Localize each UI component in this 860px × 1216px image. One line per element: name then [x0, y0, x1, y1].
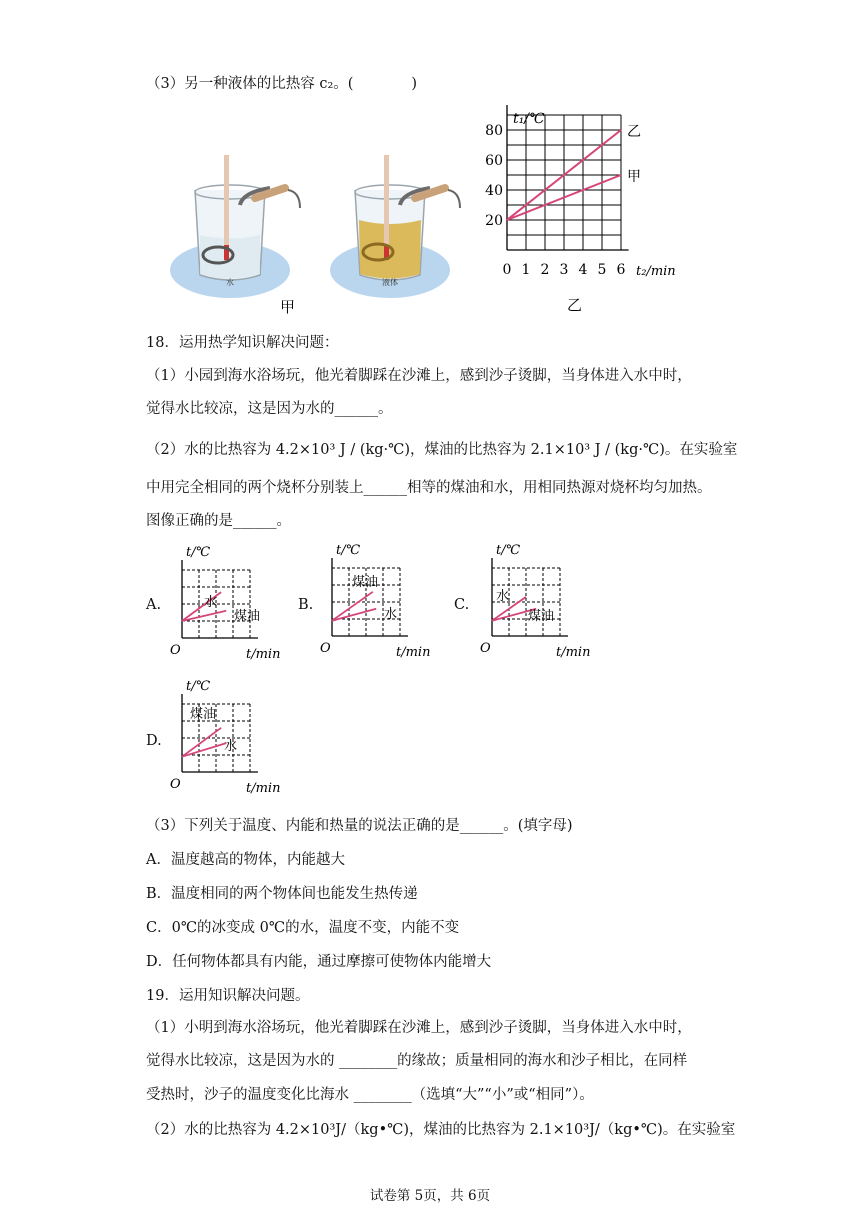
- series-label: 乙: [627, 124, 641, 140]
- upper-line: [332, 592, 373, 621]
- y-tick-label: 80: [485, 123, 503, 139]
- x-tick-label: 1: [521, 262, 531, 278]
- q17-part3: （3）另一种液体的比热容 c₂。( ): [146, 76, 418, 92]
- q19-p1-line1: （1）小明到海水浴场玩，他光着脚踩在沙滩上，感到沙子烫脚，当身体进入水中时，: [146, 1020, 692, 1036]
- x-tick-label: 4: [578, 262, 588, 278]
- upper-line-label: 煤油: [352, 575, 379, 590]
- option-d-graph: [168, 680, 298, 800]
- origin-label: O: [480, 641, 491, 656]
- y-tick-label: 40: [485, 183, 503, 199]
- x-axis-label: t/min: [246, 647, 281, 662]
- origin-label: O: [320, 641, 331, 656]
- liquid-beaker: [330, 155, 460, 298]
- q19-p1-line2: 觉得水比较凉，这是因为水的 ________的缘故；质量相同的海水和沙子相比，在同样: [146, 1053, 688, 1069]
- q18-p1-line2: 觉得水比较凉，这是因为水的______。: [146, 401, 393, 417]
- q19-title: 19．运用知识解决问题。: [146, 988, 310, 1004]
- x-tick-label: 6: [616, 262, 626, 278]
- beaker-figure: [160, 150, 480, 320]
- option-b-letter: B.: [298, 597, 314, 613]
- y-tick-label: 60: [485, 153, 503, 169]
- q18-p3: （3）下列关于温度、内能和热量的说法正确的是______。(填字母): [146, 818, 573, 834]
- y-axis-label: t/℃: [496, 544, 521, 558]
- q18-p2-line2: 中用完全相同的两个烧杯分别装上______相等的煤油和水，用相同热源对烧杯均匀加热。: [146, 480, 712, 496]
- option-d-letter: D.: [146, 733, 162, 749]
- liquid-label: 液体: [382, 278, 398, 287]
- x-axis-label: t/min: [556, 645, 591, 660]
- x-axis-label: t/min: [396, 645, 431, 660]
- q18-p1-line1: （1）小园到海水浴场玩，他光着脚踩在沙滩上，感到沙子烫脚，当身体进入水中时，: [146, 368, 692, 384]
- option-a-letter: A.: [146, 597, 162, 613]
- q18-p2-line3: 图像正确的是______。: [146, 513, 291, 529]
- q19-p1-line3: 受热时，沙子的温度变化比海水 ________（选填“大”“小”或“相同”）。: [146, 1087, 594, 1103]
- temperature-time-graph: [480, 105, 690, 320]
- origin-label: O: [170, 777, 181, 792]
- q18-choice-c: C．0℃的冰变成 0℃的水，温度不变，内能不变: [146, 920, 460, 936]
- water-label: 水: [226, 278, 234, 287]
- graph-y-axis-label: t₁/℃: [513, 111, 545, 127]
- x-tick-label: 5: [597, 262, 607, 278]
- q18-choice-b: B．温度相同的两个物体间也能发生热传递: [146, 886, 418, 902]
- option-a-graph: [168, 546, 298, 666]
- graph-x-axis-label: t₂/min: [636, 264, 676, 279]
- series-label: 甲: [627, 169, 641, 185]
- lower-line-label: 水: [384, 607, 398, 622]
- q18-choice-a: A．温度越高的物体，内能越大: [146, 852, 345, 868]
- option-c-graph: [478, 544, 618, 666]
- option-b-graph: [318, 544, 448, 664]
- option-c-letter: C.: [454, 597, 470, 613]
- x-axis-label: t/min: [246, 781, 281, 796]
- q19-p2-line1: （2）水的比热容为 4.2×10³J/（kg•℃)，煤油的比热容为 2.1×10³J/（kg•℃)。在实验室: [146, 1122, 736, 1138]
- lower-line-label: 煤油: [234, 609, 261, 624]
- lower-line-label: 煤油: [528, 609, 555, 624]
- caption-yi: 乙: [567, 296, 583, 314]
- q18-p2-line1: （2）水的比热容为 4.2×10³ J / (kg·℃)，煤油的比热容为 2.1×10³ J / (kg·℃)。在实验室: [146, 442, 738, 458]
- q18-title: 18．运用热学知识解决问题：: [146, 335, 339, 351]
- x-tick-label: 3: [559, 262, 569, 278]
- y-tick-label: 20: [485, 213, 503, 229]
- y-axis-label: t/℃: [186, 680, 211, 694]
- upper-line-label: 水: [204, 595, 218, 610]
- y-axis-label: t/℃: [336, 544, 361, 558]
- x-tick-label: 0: [502, 262, 512, 278]
- upper-line: [182, 728, 221, 757]
- x-tick-label: 2: [540, 262, 550, 278]
- upper-line-label: 水: [496, 589, 510, 604]
- y-axis-label: t/℃: [186, 546, 211, 560]
- q18-choice-d: D．任何物体都具有内能，通过摩擦可使物体内能增大: [146, 954, 492, 970]
- upper-line-label: 煤油: [190, 707, 217, 722]
- water-beaker: [170, 155, 300, 298]
- lower-line-label: 水: [224, 739, 238, 754]
- origin-label: O: [170, 643, 181, 658]
- page-footer: 试卷第 5页，共 6页: [369, 1188, 491, 1204]
- caption-jia: 甲: [280, 298, 296, 316]
